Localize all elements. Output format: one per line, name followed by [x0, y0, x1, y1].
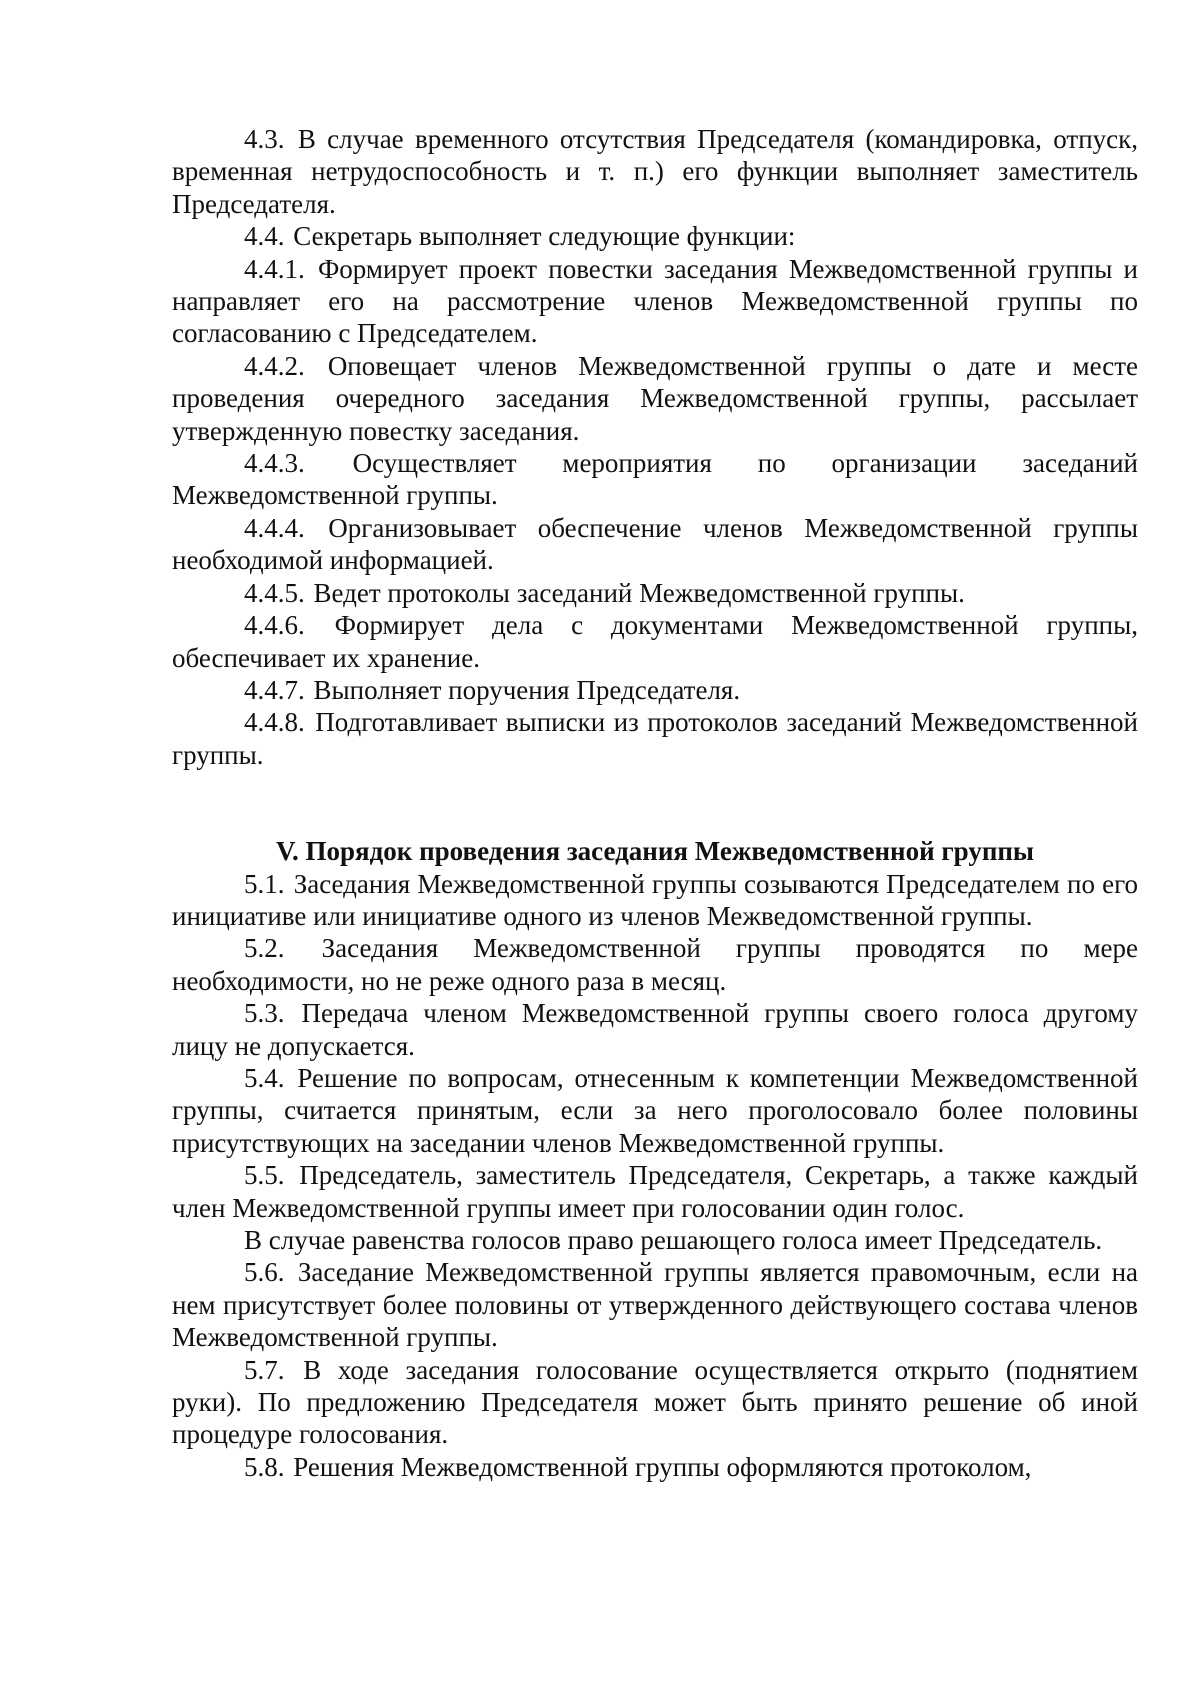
paragraph-5-2 — [172, 932, 1138, 997]
paragraph-text: Подготавливает выписки из протоколов заседаний Межведомственной группы. — [172, 707, 1138, 770]
paragraph-text: Заседания Межведомственной группы созываются Председателем по его инициативе или инициативе одного из членов Межведомственной группы. — [172, 868, 1139, 931]
paragraph-number: 4.4.8. — [244, 707, 305, 738]
paragraph-5-5 — [172, 1159, 1138, 1224]
paragraph-5-1 — [172, 868, 1138, 933]
paragraph-number: 4.4.7. — [244, 674, 305, 705]
paragraph-text: Организовывает обеспечение членов Межведомственной группы необходимой информацией. — [172, 512, 1138, 576]
paragraph-text: Заседания Межведомственной группы проводятся по мере необходимости, но не реже одного раза в месяц. — [172, 933, 1139, 996]
paragraph-5-4 — [172, 1062, 1138, 1159]
paragraph-4-4-4 — [172, 512, 1138, 577]
paragraph-number: 4.3. — [244, 124, 285, 154]
paragraph-4-4-7 — [172, 674, 1138, 706]
paragraph-4-4-3 — [172, 447, 1138, 512]
paragraph-4-4-8 — [172, 706, 1138, 771]
paragraph-text: Решение по вопросам, отнесенным к компетенции Межведомственной группы, считается принятым, если за него проголосовало более половины присутствующих на заседании членов Межведомственной группы. — [172, 1062, 1139, 1158]
paragraph-5-6 — [172, 1256, 1138, 1353]
paragraph-text: В случае временного отсутствия Председателя (командировка, отпуск, временная нетрудоспособность и т. п.) его функции выполняет заместитель Председателя. — [172, 124, 1138, 219]
paragraph-text: Выполняет поручения Председателя. — [313, 674, 741, 705]
paragraph-text: Осуществляет мероприятия по организации заседаний Межведомственной группы. — [172, 448, 1138, 511]
paragraph-number: 5.3. — [244, 998, 285, 1029]
section-heading: V. Порядок проведения заседания Межведомственной группы — [275, 836, 1035, 867]
document-page — [172, 123, 1138, 1483]
paragraph-number: 4.4.2. — [244, 350, 305, 381]
paragraph-number: 5.6. — [244, 1257, 285, 1288]
paragraph-number: 4.4.3. — [244, 448, 305, 479]
paragraph-text: Ведет протоколы заседаний Межведомственной группы. — [313, 577, 965, 608]
paragraph-text: Формирует проект повестки заседания Межведомственной группы и направляет его на рассмотрение членов Межведомственной группы по согласованию с Председателем. — [172, 253, 1138, 349]
paragraph-text: Секретарь выполняет следующие функции: — [293, 221, 796, 252]
paragraph-number: 4.4. — [244, 221, 285, 252]
paragraph-number: 5.7. — [244, 1354, 285, 1385]
paragraph-number: 5.1. — [244, 868, 285, 899]
paragraph-5-7 — [172, 1354, 1138, 1451]
paragraph-text: Председатель, заместитель Председателя, Секретарь, а также каждый член Межведомственной группы имеет при голосовании один голос. — [172, 1160, 1138, 1223]
paragraph-number: 5.8. — [244, 1451, 285, 1482]
paragraph-4-4-6 — [172, 609, 1138, 674]
paragraph-text: Формирует дела с документами Межведомственной группы, обеспечивает их хранение. — [172, 610, 1138, 673]
paragraph-4-4-5 — [172, 577, 1138, 609]
paragraph-number: 5.4. — [244, 1062, 285, 1093]
paragraph-4-4-2 — [172, 350, 1138, 447]
paragraph-number: 4.4.6. — [244, 610, 305, 641]
paragraph-4-4 — [172, 220, 1138, 252]
paragraph-5-5-continued — [172, 1224, 1138, 1256]
paragraph-text: Заседание Межведомственной группы является правомочным, если на нем присутствует более половины от утвержденного действующего состава членов Межведомственной группы. — [172, 1257, 1138, 1353]
paragraph-5-3 — [172, 997, 1138, 1062]
paragraph-number: 5.5. — [244, 1160, 285, 1191]
paragraph-text: В ходе заседания голосование осуществляется открыто (поднятием руки). По предложению Председателя может быть принято решение об иной процедуре голосования. — [172, 1354, 1139, 1450]
paragraph-number: 4.4.4. — [244, 512, 305, 543]
paragraph-5-8 — [172, 1451, 1138, 1483]
paragraph-text: Решения Межведомственной группы оформляются протоколом, — [293, 1451, 1032, 1482]
paragraph-4-4-1 — [172, 253, 1138, 350]
paragraph-number: 4.4.5. — [244, 577, 305, 608]
paragraph-text: Передача членом Межведомственной группы своего голоса другому лицу не допускается. — [172, 998, 1138, 1061]
paragraph-text: В случае равенства голосов право решающего голоса имеет Председатель. — [244, 1225, 1103, 1255]
paragraph-4-3 — [172, 123, 1138, 220]
paragraph-number: 5.2. — [244, 933, 285, 964]
paragraph-number: 4.4.1. — [244, 253, 305, 284]
paragraph-text: Оповещает членов Межведомственной группы о дате и месте проведения очередного заседания Межведомственной группы, рассылает утвержденную повестку заседания. — [172, 350, 1139, 446]
